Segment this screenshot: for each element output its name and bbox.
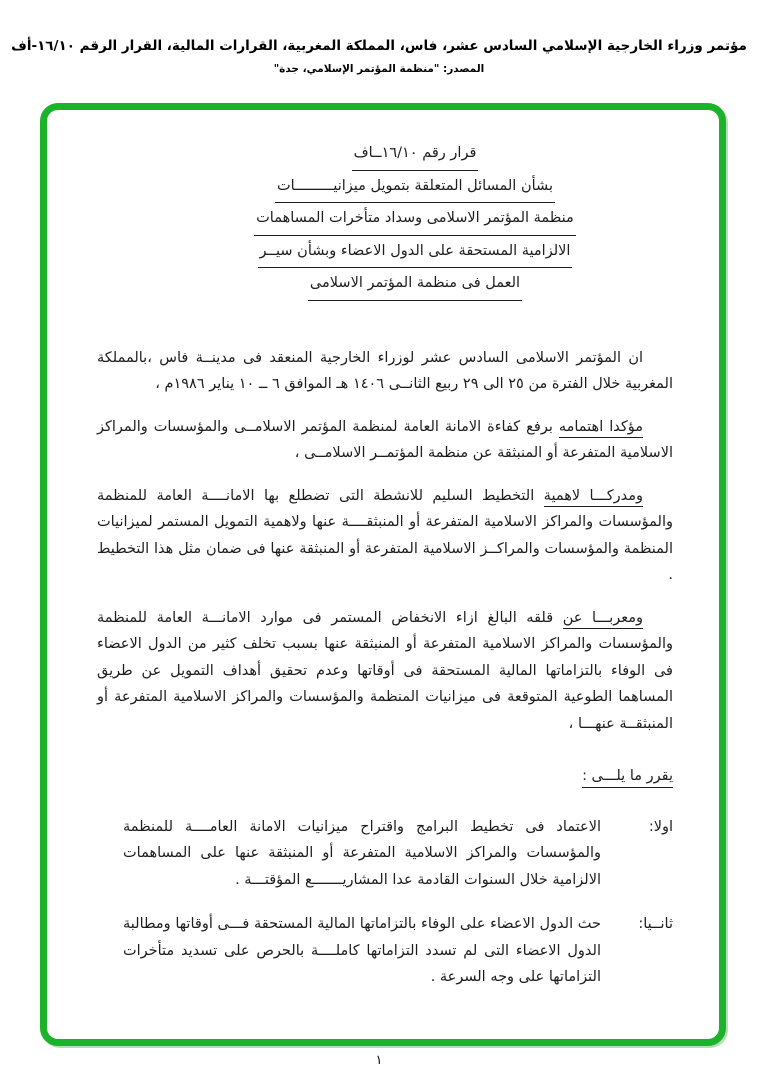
paragraph-lead: مؤكدا اهتمامه [559, 419, 643, 438]
paragraph-text: برفع كفاءة الامانة العامة لمنظمة المؤتمر الاسلامــى والمؤسسات والمراكز الاسلامية المتفرعة أو المنبثقة عن منظمة المؤتمــر الاسلامــى ، [97, 418, 673, 461]
scanned-document [47, 110, 719, 1039]
resolution-title-line: قرار رقم ١٦/١٠ــاف [352, 140, 479, 171]
paragraph-text: ان المؤتمر الاسلامى السادس عشر لوزراء الخارجية المنعقد فى مدينــة فاس ،بالمملكة المغربية خلال الفترة من ٢٥ الى ٢٩ ربيع الثانــى ١٤٠٦ هـ الموافق ٦ ــ ١٠ يناير ١٩٨٦م ، [97, 349, 673, 392]
preamble-paragraph [97, 414, 673, 467]
resolution-title [97, 140, 673, 301]
decides-text: يقرر ما يلـــى : [582, 768, 673, 788]
document-frame [40, 103, 726, 1046]
conference-header-line: مؤتمر وزراء الخارجية الإسلامي السادس عشر، فاس، المملكة المغربية، القرارات المالية، القرار الرقم ١٦/١٠-أف [11, 38, 747, 54]
page-header [0, 0, 758, 75]
source-label: المصدر: [443, 63, 485, 75]
preamble-paragraph [97, 483, 673, 589]
preamble-paragraph [97, 605, 673, 738]
decision-item [97, 911, 673, 991]
paragraph-text: قلقه البالغ ازاء الانخفاض المستمر فى موارد الامانـــة العامة للمنظمة والمؤسسات والمراكز الاسلامية المتفرعة أو المنبثقة عنها بسبب تخلف كثير من الدول الاعضاء فى الوفاء بالتزاماتها المالية المستحقة فى أوقاتها وعدم تحقيق أهداف التمويل عن طريق المساهما الطوعية المتوقعة فى ميزانيات المنظمة والمؤسسات والمراكز الاسلامية المتفرعة أو المنبثقــة عنهـــا ، [97, 609, 673, 732]
decision-item-text: حث الدول الاعضاء على الوفاء بالتزاماتها المالية المستحقة فـــى أوقاتها ومطالبة الدول الاعضاء التى لم تسدد التزاماتها كاملــــة بالحرص على تسديد متأخرات التزاماتها على وجه السرعة . [123, 916, 601, 985]
decides-line [97, 763, 673, 790]
resolution-title-line: العمل فى منظمة المؤتمر الاسلامى [308, 270, 522, 301]
decision-item-text: الاعتماد فى تخطيط البرامج واقتراح ميزانيات الامانة العامــــة للمنظمة والمؤسسات والمراكز الاسلامية المتفرعة أو المنبثقة عنها على المساهمات الالزامية خلال السنوات القادمة عدا المشاريـــــــع المؤقتـــة . [123, 818, 601, 888]
decision-item [97, 814, 673, 894]
preamble-paragraph [97, 345, 673, 398]
source-value: "منظمة المؤتمر الإسلامي، جدة" [273, 63, 440, 75]
decision-item-marker: ثانــيا: [638, 916, 673, 932]
page-number: ١ [375, 1053, 383, 1068]
paragraph-lead: ومدركـــا لاهمية [544, 488, 643, 507]
paragraph-lead: ومعربـــا عن [563, 610, 643, 629]
source-line [0, 63, 758, 75]
paragraph-text: التخطيط السليم للانشطة التى تضطلع بها الامانــــة العامة للمنظمة والمؤسسات والمراكز الاسلامية المتفرعة أو المنبثقــــة عنها ولاهمية التمويل المستمر لميزانيات المنظمة والمؤسسات والمراكــز الاسلامية المتفرعة أو المنبثقة عنها فى ضمان مثل هذا التخطيط . [97, 487, 673, 583]
resolution-title-line: بشأن المسائل المتعلقة بتمويل ميزانيـــــــــات [275, 173, 555, 204]
resolution-title-line: منظمة المؤتمر الاسلامى وسداد متأخرات المساهمات [254, 205, 576, 236]
decision-item-marker: اولا: [648, 818, 673, 835]
resolution-title-line: الالزامية المستحقة على الدول الاعضاء وبشأن سيــر [258, 238, 573, 269]
